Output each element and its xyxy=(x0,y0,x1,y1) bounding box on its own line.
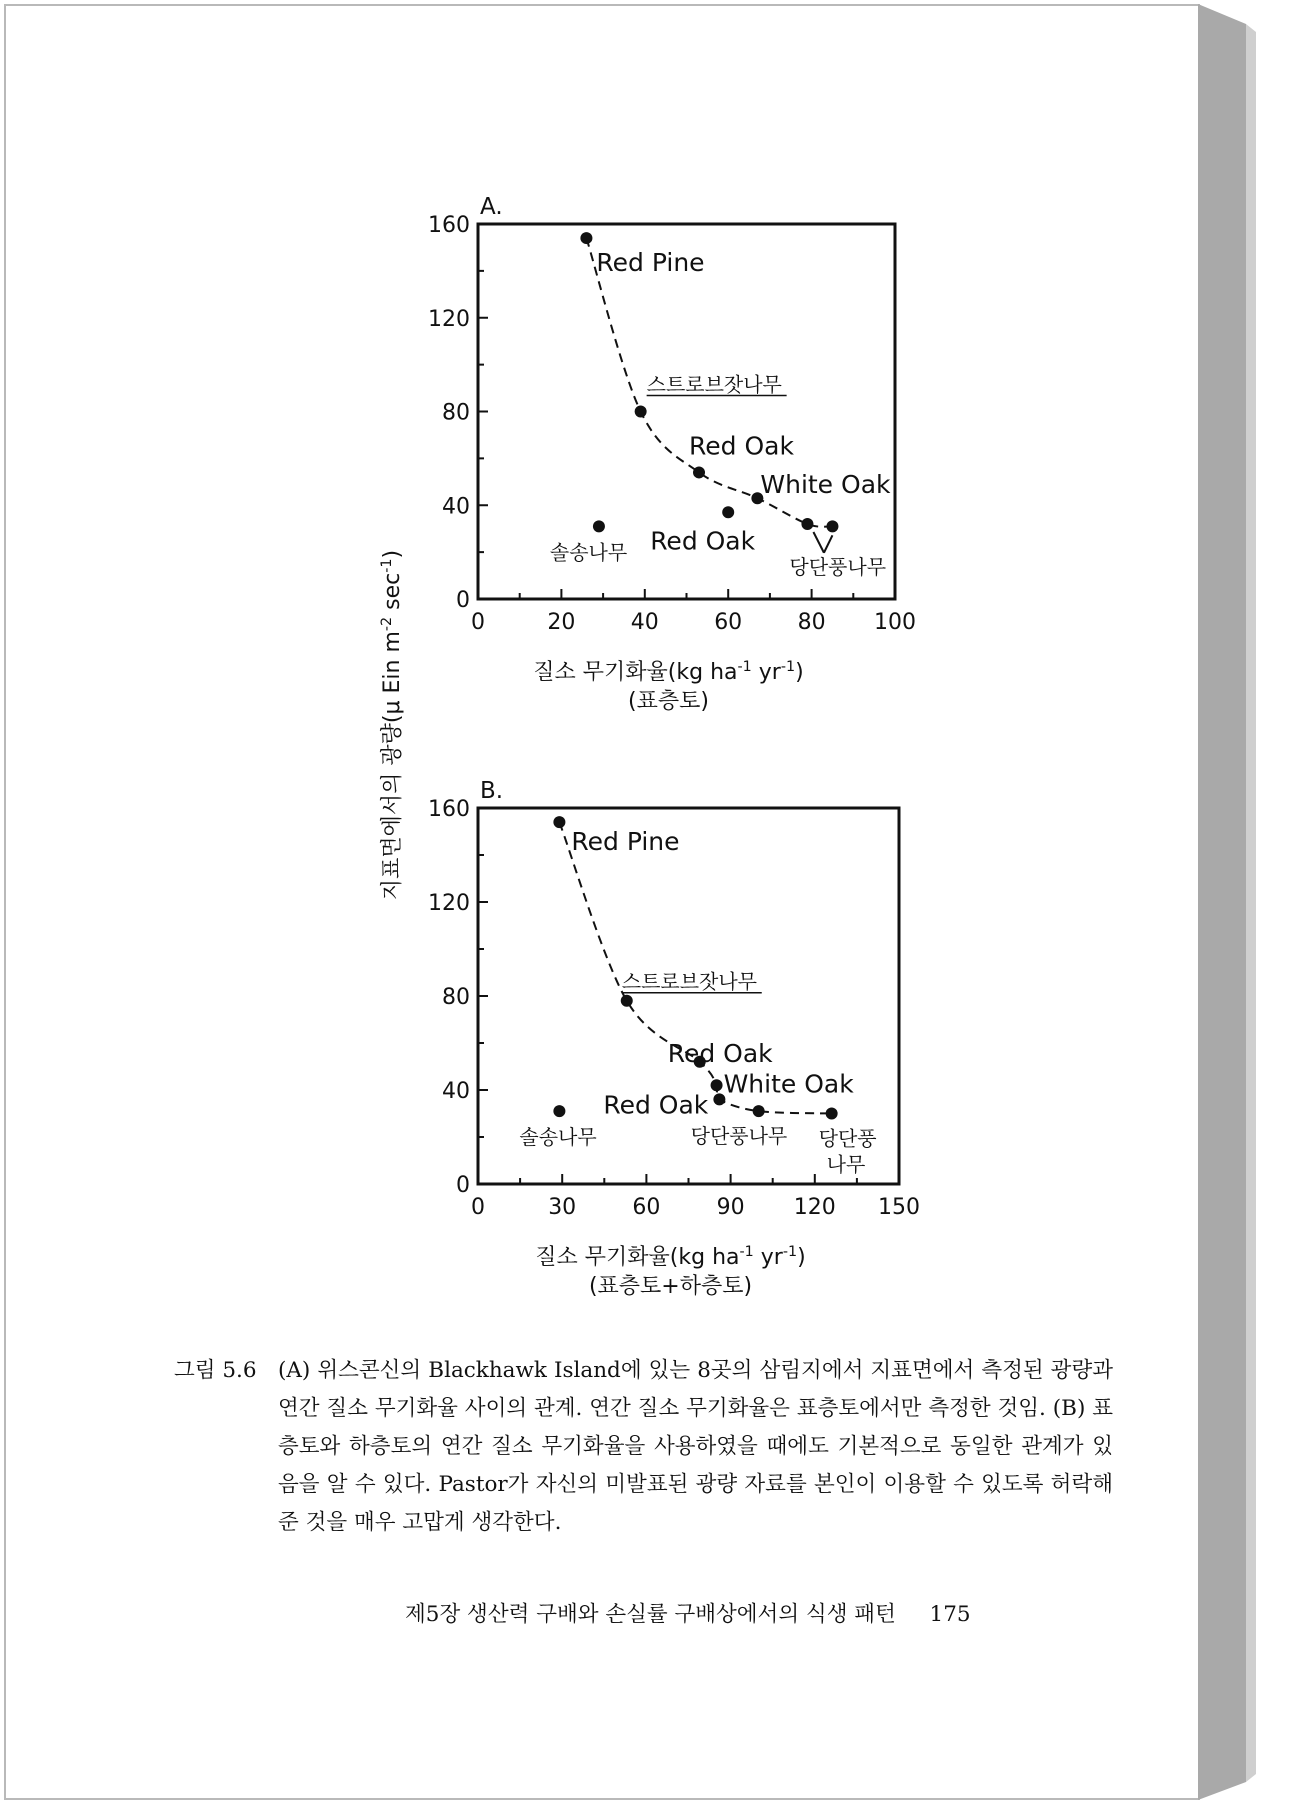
data-point xyxy=(753,1105,765,1117)
x-tick-label: 40 xyxy=(630,610,659,635)
x-tick-label: 0 xyxy=(471,1195,485,1220)
y-tick-label: 80 xyxy=(442,400,470,426)
point-label: Red Pine xyxy=(571,827,680,857)
point-label: White Oak xyxy=(723,1069,854,1099)
y-tick-label: 0 xyxy=(456,588,470,613)
data-point xyxy=(722,506,734,518)
x-tick-label: 20 xyxy=(547,610,576,635)
y-tick-label: 160 xyxy=(428,213,470,238)
panel-letter: A. xyxy=(480,194,503,220)
y-tick-label: 120 xyxy=(428,891,470,916)
x-axis-title: 질소 무기화율(kg $ha^{-1}$ $yr^{-1}$) xyxy=(535,1244,806,1270)
point-label: Red Oak xyxy=(603,1090,709,1120)
x-axis-subtitle: (표층토) xyxy=(628,689,709,714)
caption-text: (A) 위스콘신의 Blackhawk Island에 있는 8곳의 삼림지에서 지표면에서 측정된 광량과 연간 질소 무기화율 사이의 관계. 연간 질소 무기화율은 표층토에서만 측정한 것임. (B) 표층토와 하층토의 연간 질소 무기화율을 사용하였을 때에도 기본적으로 동일한 관계가 있음을 알 수 있다. Pastor가 자신의 미발표된 광량 자료를 본인이 이용할 수 있도록 허락해 준 것을 매우 고맙게 생각한다. xyxy=(278,1358,1113,1535)
data-point xyxy=(593,520,605,532)
running-footer xyxy=(405,1597,971,1628)
data-point xyxy=(801,518,813,530)
page-number: 175 xyxy=(929,1602,971,1627)
point-label: 스트로브잣나무 xyxy=(621,969,758,994)
point-label: White Oak xyxy=(760,470,891,500)
x-tick-label: 0 xyxy=(471,610,485,635)
data-point xyxy=(711,1079,723,1091)
x-tick-label: 80 xyxy=(797,610,826,635)
y-tick-label: 40 xyxy=(442,1079,470,1104)
data-point xyxy=(713,1093,725,1105)
point-label: 솔송나무 xyxy=(549,540,628,565)
x-tick-label: 120 xyxy=(793,1195,836,1220)
y-tick-label: 0 xyxy=(456,1173,470,1198)
point-label: Red Pine xyxy=(596,248,705,278)
data-point xyxy=(553,1105,565,1117)
data-point xyxy=(826,1108,838,1120)
data-point xyxy=(693,466,705,478)
x-tick-label: 60 xyxy=(714,610,743,635)
panel-b xyxy=(428,778,920,1299)
point-label: 당단풍나무 xyxy=(690,1124,788,1149)
data-point xyxy=(580,232,592,244)
point-label: Red Oak xyxy=(667,1038,773,1068)
x-tick-label: 100 xyxy=(874,610,916,635)
x-axis-subtitle: (표층토+하층토) xyxy=(588,1274,753,1299)
x-tick-label: 150 xyxy=(878,1195,920,1220)
data-point xyxy=(621,995,633,1007)
point-label: 솔송나무 xyxy=(519,1125,597,1150)
data-point xyxy=(826,520,838,532)
point-label: 당단풍 나무 xyxy=(818,1126,877,1177)
label-arrow xyxy=(824,535,833,552)
point-label: 당단풍나무 xyxy=(789,555,887,579)
label-arrow xyxy=(813,532,824,553)
y-tick-label: 160 xyxy=(428,797,470,822)
y-tick-label: 80 xyxy=(442,985,470,1010)
footer-chapter-title: 제5장 생산력 구배와 손실률 구배상에서의 식생 패턴 xyxy=(405,1602,896,1627)
data-point xyxy=(553,816,565,828)
data-point xyxy=(635,406,647,418)
point-label: Red Oak xyxy=(650,526,756,556)
point-label: Red Oak xyxy=(689,431,794,461)
panel-a xyxy=(428,194,916,714)
x-axis-title: 질소 무기화율(kg $ha^{-1}$ $yr^{-1}$) xyxy=(533,659,804,685)
y-tick-label: 120 xyxy=(428,306,470,332)
x-tick-label: 90 xyxy=(716,1195,745,1220)
x-tick-label: 60 xyxy=(632,1195,661,1220)
y-axis-title: 지표면에서의 광량(μ Ein $m^{-2}$ $\sec^{-1}$) xyxy=(379,549,405,901)
y-tick-label: 40 xyxy=(442,494,470,520)
x-tick-label: 30 xyxy=(548,1195,577,1220)
point-label: 스트로브잣나무 xyxy=(646,372,782,397)
caption-label: 그림 5.6 xyxy=(174,1358,257,1383)
panel-letter: B. xyxy=(480,778,504,804)
